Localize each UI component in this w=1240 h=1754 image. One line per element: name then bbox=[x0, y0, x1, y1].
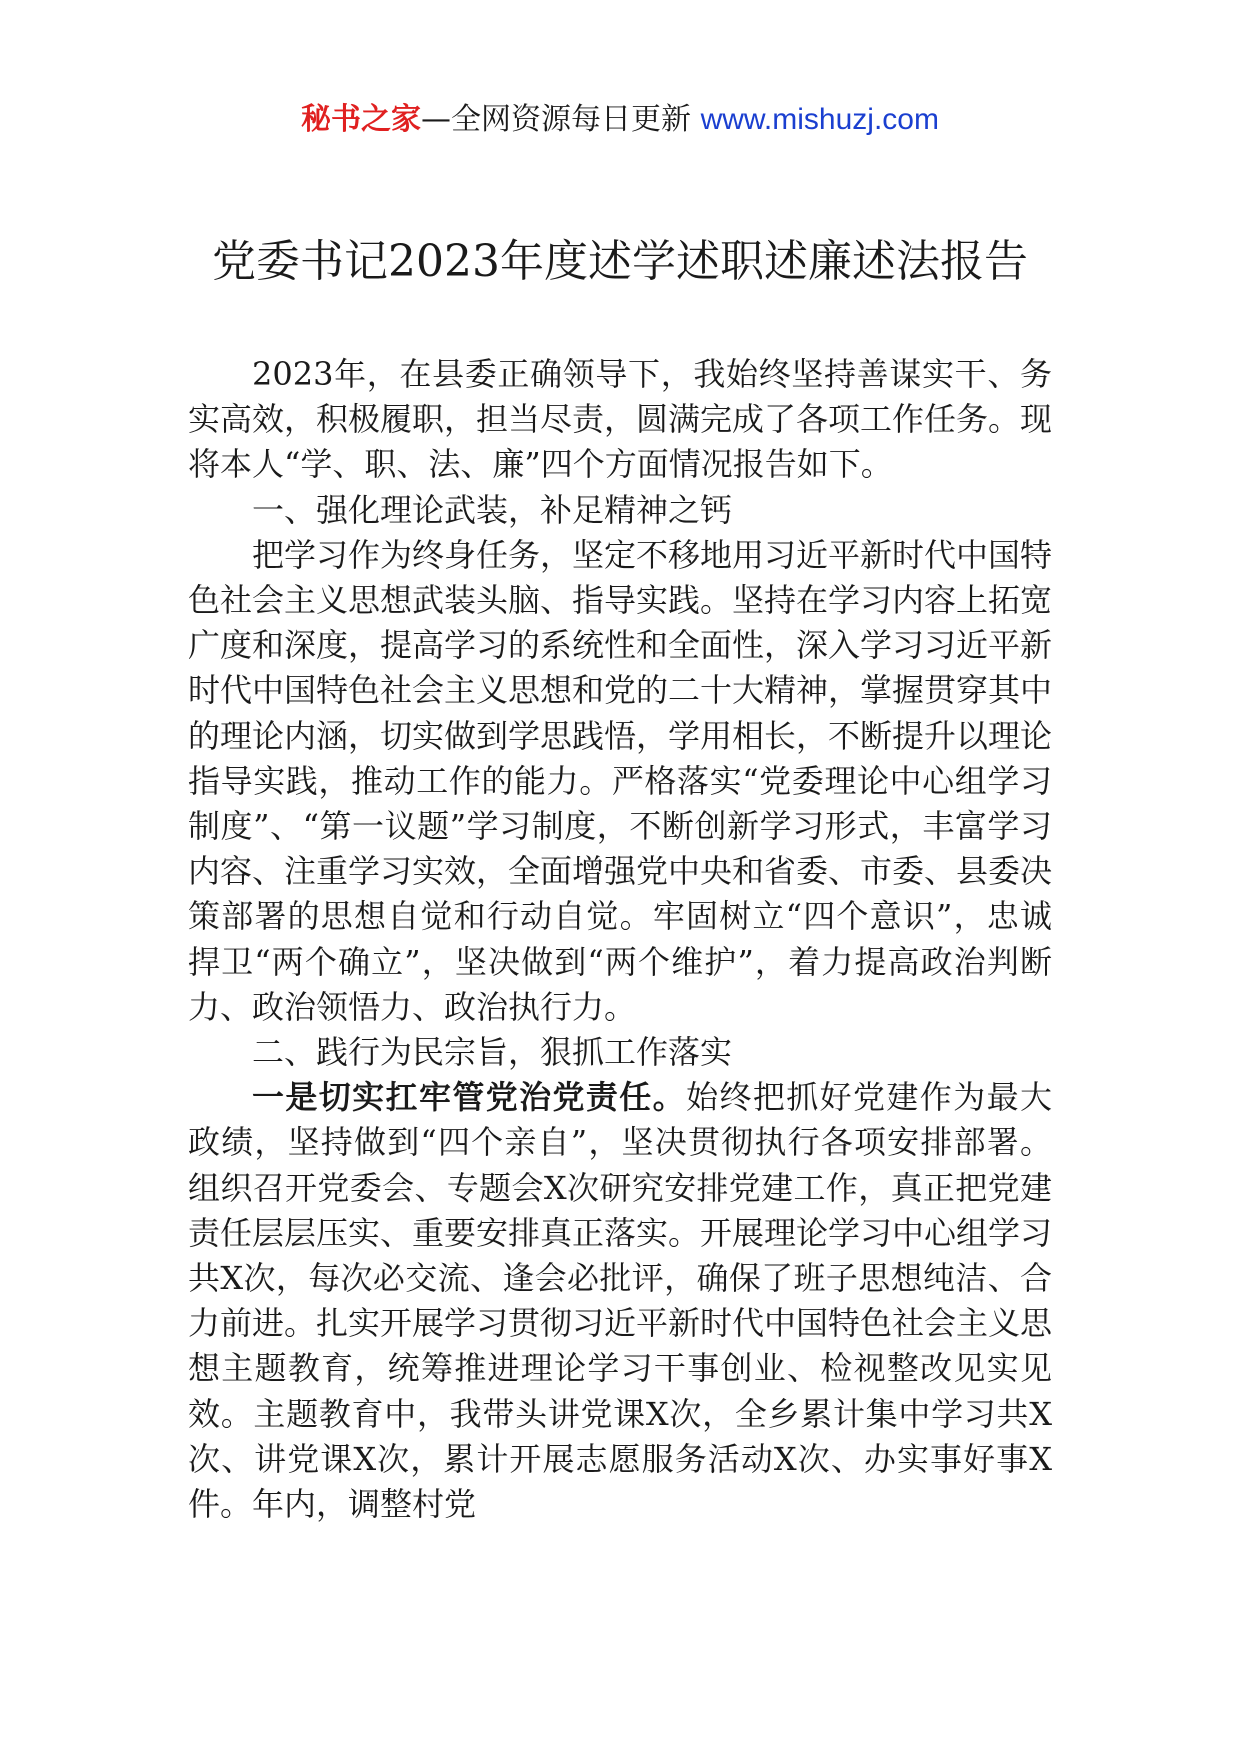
paragraph-body: 始终把抓好党建作为最大政绩，坚持做到“四个亲自”，坚决贯彻执行各项安排部署。组织召开党委会、专题会X次研究安排党建工作，真正把党建责任层层压实、重要安排真正落实。开展理论学习中心组学习共X次，每次必交流、逢会必批评，确保了班子思想纯洁、合力前进。扎实开展学习贯彻习近平新时代中国特色社会主义思想主题教育，统筹推进理论学习干事创业、检视整改见实见效。主题教育中，我带头讲党课X次，全乡累计集中学习共X次、讲党课X次，累计开展志愿服务活动X次、办实事好事X件。年内，调整村党 bbox=[188, 1078, 1053, 1524]
section-heading-1: 一、强化理论武装，补足精神之钙 bbox=[252, 490, 733, 529]
document-body bbox=[188, 352, 1052, 1527]
site-header bbox=[0, 100, 1240, 140]
intro-paragraph: 2023年，在县委正确领导下，我始终坚持善谋实干、务实高效，积极履职，担当尽责，圆满完成了各项工作任务。现将本人“学、职、法、廉”四个方面情况报告如下。 bbox=[188, 355, 1053, 484]
site-tagline: —全网资源每日更新 bbox=[421, 102, 692, 137]
section-heading-2: 二、践行为民宗旨，狠抓工作落实 bbox=[252, 1033, 733, 1072]
site-brand: 秘书之家 bbox=[301, 102, 422, 137]
section-paragraph-1: 把学习作为终身任务，坚定不移地用习近平新时代中国特色社会主义思想武装头脑、指导实践。坚持在学习内容上拓宽广度和深度，提高学习的系统性和全面性，深入学习习近平新时代中国特色社会主义思想和党的二十大精神，掌握贯穿其中的理论内涵，切实做到学思践悟，学用相长，不断提升以理论指导实践，推动工作的能力。严格落实“党委理论中心组学习制度”、“第一议题”学习制度，不断创新学习形式，丰富学习内容、注重学习实效，全面增强党中央和省委、市委、县委决策部署的思想自觉和行动自觉。牢固树立“四个意识”，忠诚捍卫“两个确立”，坚决做到“两个维护”，着力提高政治判断力、政治领悟力、政治执行力。 bbox=[188, 535, 1053, 1026]
site-url-link[interactable]: www.mishuzj.com bbox=[700, 103, 939, 136]
section-paragraph-2 bbox=[188, 1075, 1052, 1527]
document-title: 党委书记2023年度述学述职述廉述法报告 bbox=[212, 236, 1028, 287]
paragraph-lead: 一是切实扛牢管党治党责任。 bbox=[252, 1078, 687, 1117]
